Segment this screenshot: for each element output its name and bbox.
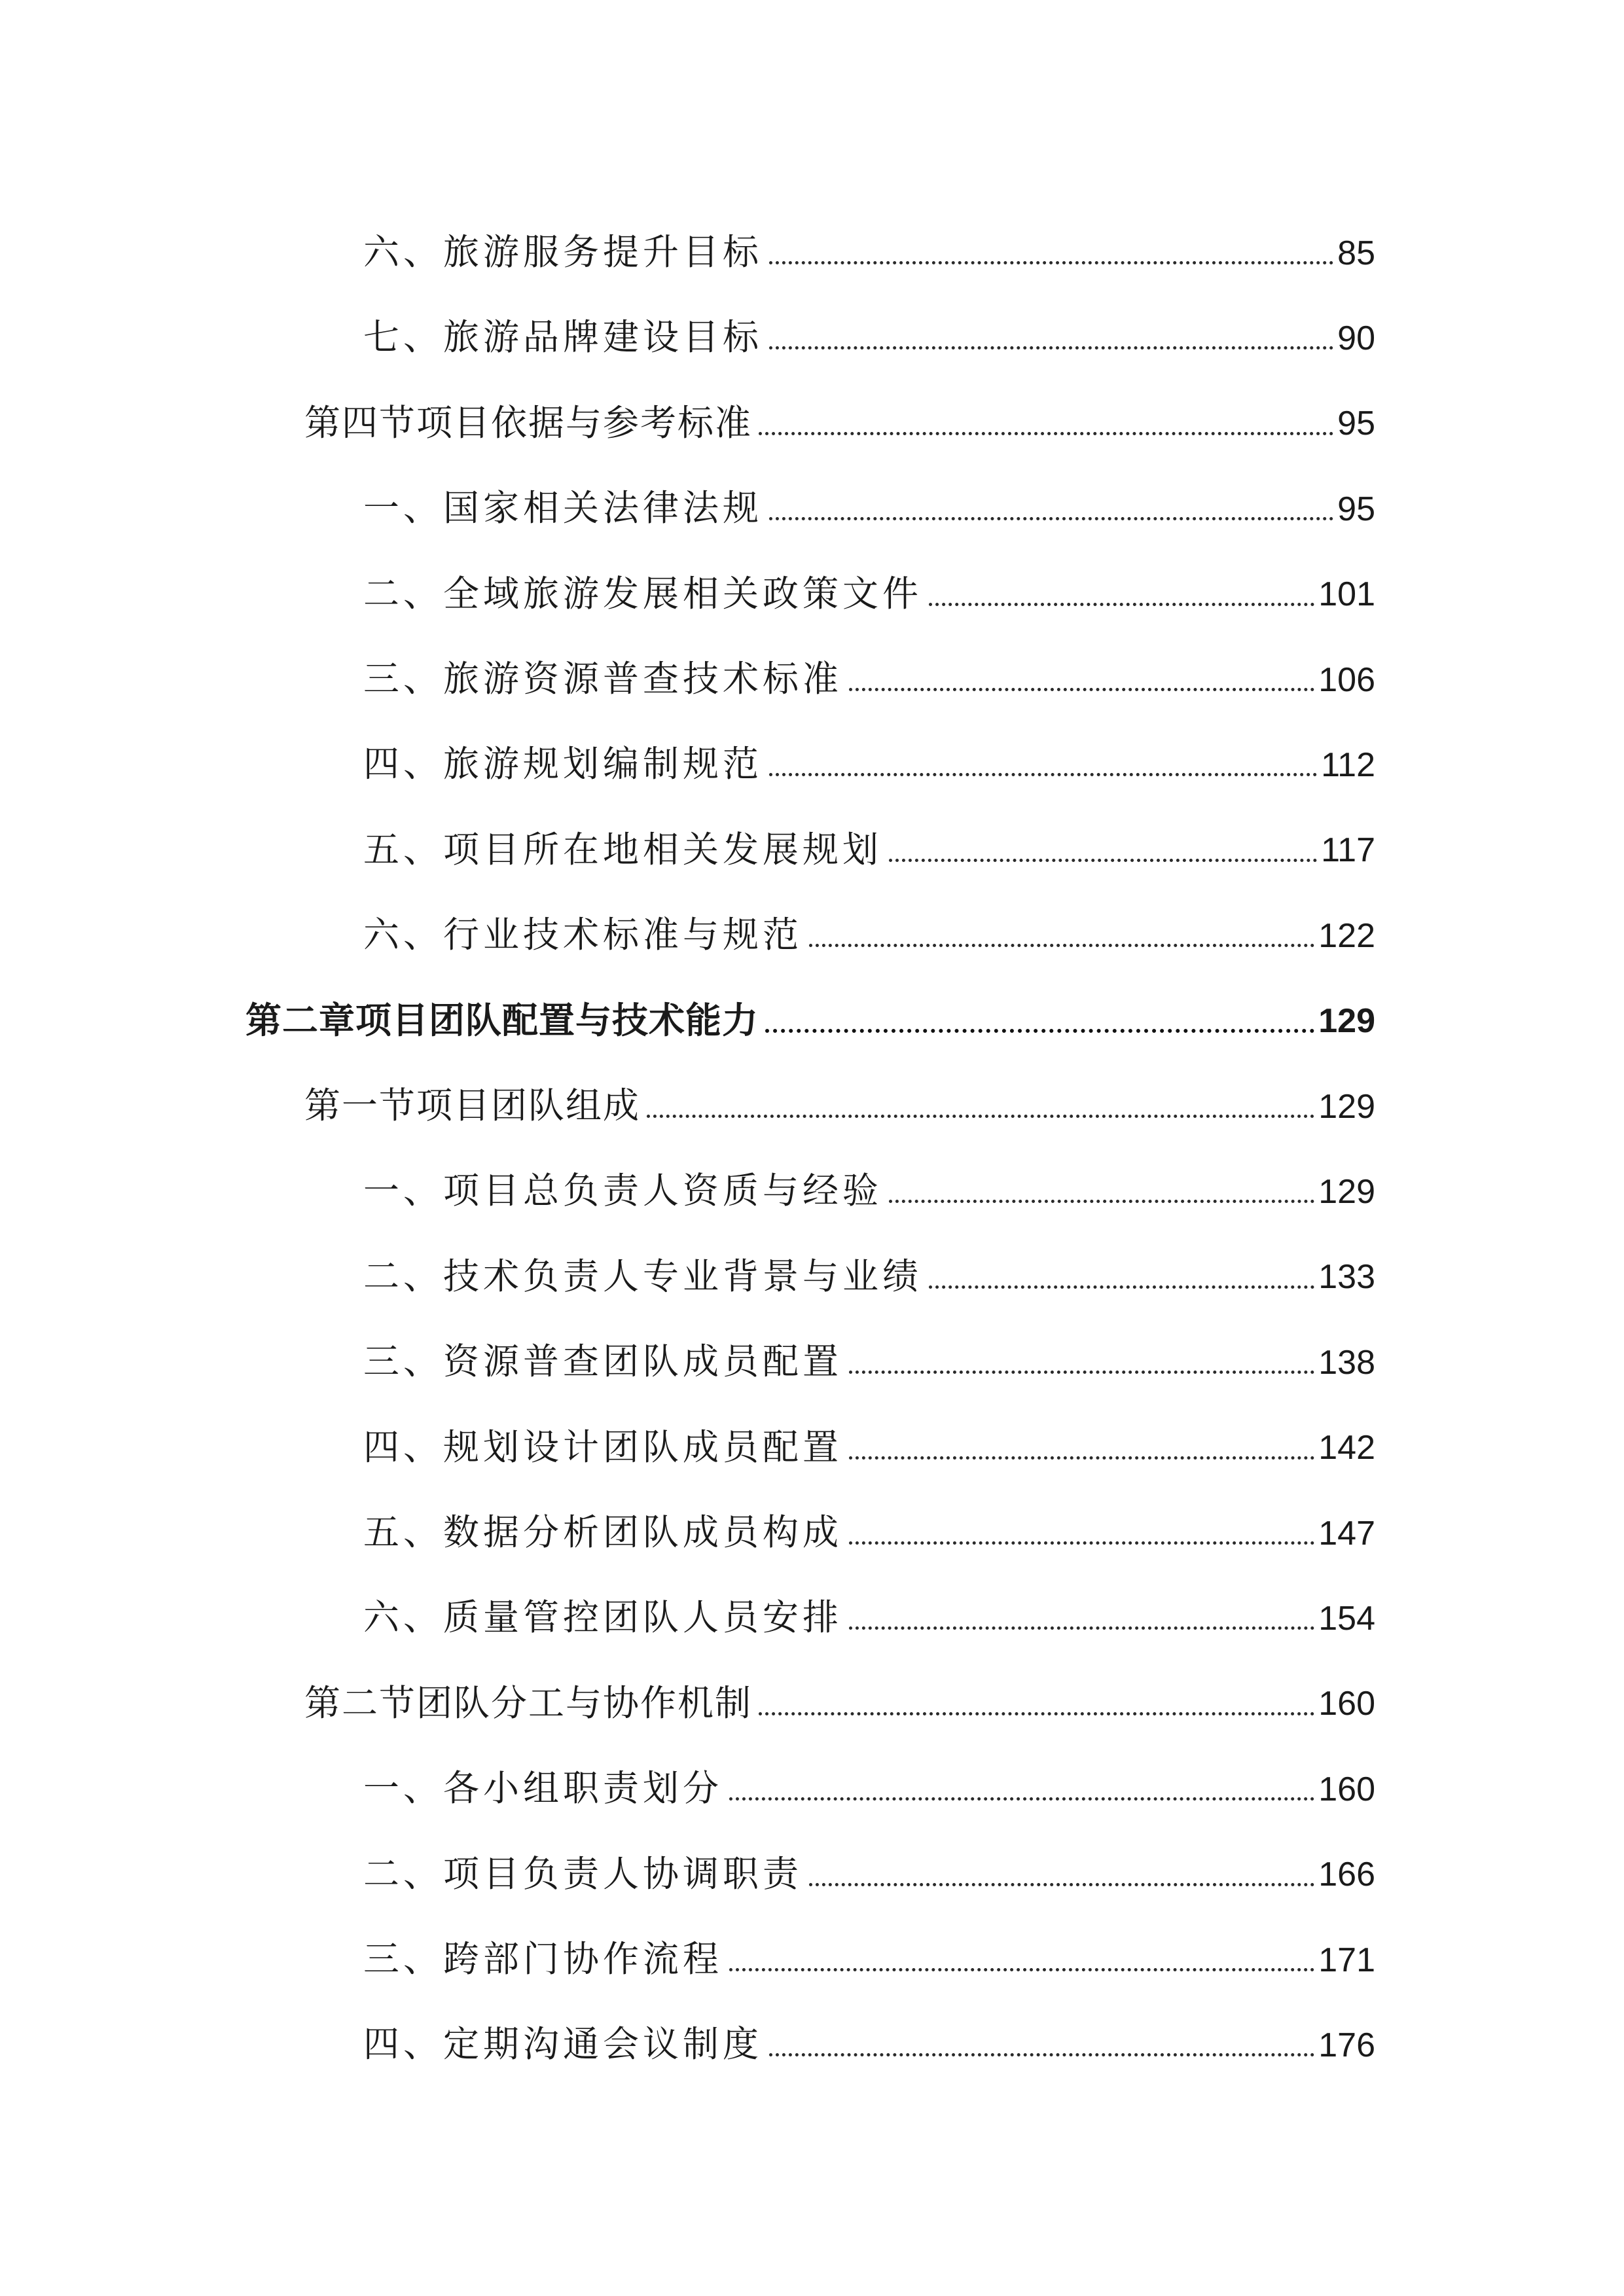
toc-entry-title: 五、项目所在地相关发展规划 <box>363 828 883 870</box>
dot-leader <box>849 1456 1314 1460</box>
dot-leader <box>849 688 1314 691</box>
dot-leader <box>849 1541 1314 1545</box>
dot-leader <box>647 1115 1314 1118</box>
toc-entry-title: 七、旅游品牌建设目标 <box>363 316 763 359</box>
toc-entry[interactable] <box>304 1653 1375 1725</box>
dot-leader <box>929 1285 1314 1289</box>
toc-entry-page-number: 142 <box>1318 1429 1375 1467</box>
toc-entry[interactable] <box>363 457 1375 529</box>
toc-entry[interactable] <box>363 1140 1375 1212</box>
dot-leader <box>849 1371 1314 1374</box>
toc-entry-page-number: 176 <box>1318 2026 1375 2064</box>
dot-leader <box>769 261 1333 264</box>
toc-entry-page-number: 129 <box>1318 1087 1375 1126</box>
toc-entry-page-number: 90 <box>1337 319 1375 357</box>
dot-leader <box>769 2053 1314 2056</box>
dot-leader <box>765 1029 1314 1033</box>
toc-entry[interactable] <box>363 1738 1375 1810</box>
toc-entry-page-number: 171 <box>1318 1941 1375 1979</box>
toc-entry-page-number: 95 <box>1337 404 1375 443</box>
toc-entry[interactable] <box>363 202 1375 274</box>
toc-entry[interactable] <box>304 372 1375 444</box>
dot-leader <box>849 1626 1314 1630</box>
toc-entry[interactable] <box>363 799 1375 871</box>
toc-entry-title: 二、项目负责人协调职责 <box>363 1852 803 1895</box>
toc-entry-page-number: 129 <box>1318 1173 1375 1211</box>
toc-entry-page-number: 122 <box>1318 916 1375 955</box>
toc-entry[interactable] <box>363 884 1375 956</box>
dot-leader <box>729 1797 1314 1801</box>
toc-entry-title: 三、跨部门协作流程 <box>363 1938 723 1980</box>
toc-entry-page-number: 133 <box>1318 1258 1375 1297</box>
toc-entry-title: 六、行业技术标准与规范 <box>363 914 803 956</box>
dot-leader <box>759 432 1333 435</box>
toc-entry-page-number: 160 <box>1318 1685 1375 1723</box>
toc-entry-title: 一、各小组职责划分 <box>363 1767 723 1810</box>
toc-entry[interactable] <box>363 1311 1375 1383</box>
toc-entry-page-number: 129 <box>1318 1002 1375 1041</box>
toc-entry-title: 四、定期沟通会议制度 <box>363 2023 763 2066</box>
toc-entry-title: 四、规划设计团队成员配置 <box>363 1426 843 1468</box>
toc-entry[interactable] <box>363 1823 1375 1895</box>
toc-entry-title: 六、旅游服务提升目标 <box>363 231 763 273</box>
toc-entry[interactable] <box>363 628 1375 700</box>
toc-entry-page-number: 112 <box>1321 746 1375 784</box>
toc-entry-title: 第二章项目团队配置与技术能力 <box>245 999 759 1041</box>
toc-entry[interactable] <box>363 1226 1375 1298</box>
toc-entry[interactable] <box>304 1055 1375 1127</box>
toc-entry[interactable] <box>363 713 1375 785</box>
toc-entry-title: 三、资源普查团队成员配置 <box>363 1340 843 1383</box>
toc-entry-title: 二、技术负责人专业背景与业绩 <box>363 1255 923 1297</box>
toc-entry-page-number: 160 <box>1318 1770 1375 1808</box>
toc-entry-title: 一、国家相关法律法规 <box>363 487 763 529</box>
dot-leader <box>809 944 1314 947</box>
toc-entry-page-number: 101 <box>1318 575 1375 614</box>
dot-leader <box>769 346 1333 350</box>
toc-entry-page-number: 95 <box>1337 490 1375 528</box>
toc-entry-title: 六、质量管控团队人员安排 <box>363 1596 843 1639</box>
toc-entry-page-number: 117 <box>1321 831 1375 870</box>
toc-entry-title: 三、旅游资源普查技术标准 <box>363 658 843 700</box>
toc-entry-page-number: 106 <box>1318 660 1375 699</box>
toc-entry-page-number: 85 <box>1337 234 1375 272</box>
dot-leader <box>809 1883 1314 1886</box>
toc-entry-title: 第二节团队分工与协作机制 <box>304 1681 753 1724</box>
toc-entry-title: 二、全域旅游发展相关政策文件 <box>363 572 923 615</box>
toc-entry-title: 一、项目总负责人资质与经验 <box>363 1170 883 1212</box>
toc-entry[interactable] <box>363 1567 1375 1639</box>
dot-leader <box>759 1712 1314 1715</box>
toc-entry[interactable] <box>363 1909 1375 1981</box>
toc-entry[interactable] <box>363 543 1375 615</box>
dot-leader <box>929 603 1314 606</box>
toc-entry-title: 四、旅游规划编制规范 <box>363 743 763 785</box>
toc-entry-title: 五、数据分析团队成员构成 <box>363 1511 843 1553</box>
toc-entry[interactable] <box>363 1482 1375 1554</box>
toc-entry[interactable] <box>363 1397 1375 1469</box>
dot-leader <box>769 517 1333 520</box>
dot-leader <box>889 859 1317 862</box>
toc-entry-page-number: 154 <box>1318 1600 1375 1638</box>
dot-leader <box>769 773 1317 776</box>
toc-entry-page-number: 166 <box>1318 1856 1375 1894</box>
toc-entry[interactable] <box>363 1994 1375 2066</box>
toc-entry-title: 第一节项目团队组成 <box>304 1085 641 1126</box>
toc-entry-page-number: 147 <box>1318 1514 1375 1552</box>
toc-entry-title: 第四节项目依据与参考标准 <box>304 401 753 444</box>
toc-entry[interactable] <box>245 970 1375 1042</box>
toc-entry[interactable] <box>363 287 1375 359</box>
toc-entry-page-number: 138 <box>1318 1343 1375 1382</box>
dot-leader <box>889 1200 1314 1203</box>
dot-leader <box>729 1968 1314 1971</box>
